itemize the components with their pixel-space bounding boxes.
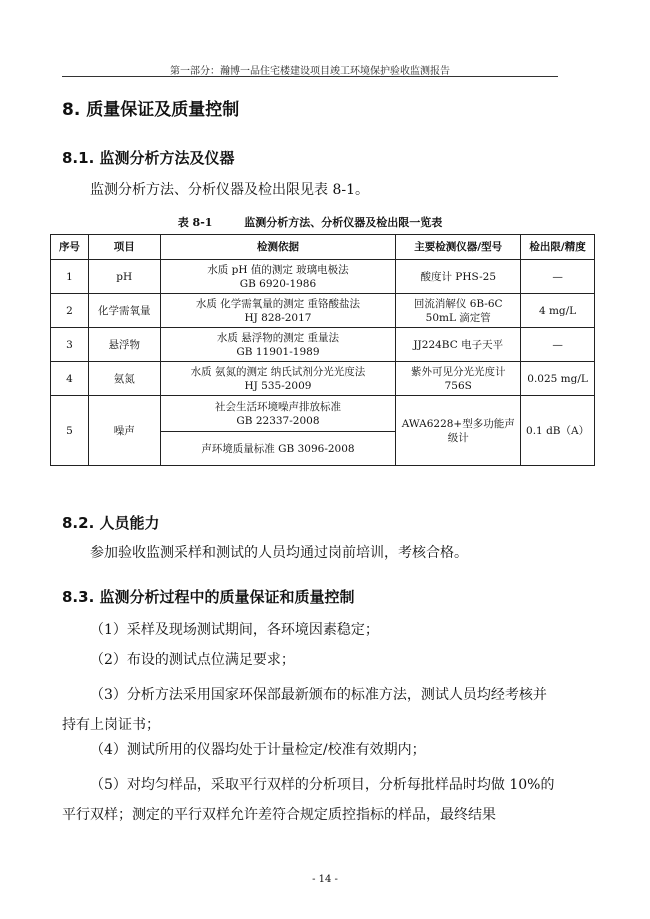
- cell-basis: [160, 260, 396, 294]
- basis-line: GB 22337-2008: [236, 414, 320, 427]
- basis-line: 水质 氨氮的测定 纳氏试剂分光光度法: [190, 365, 366, 378]
- section-8-1-intro: 监测分析方法、分析仪器及检出限见表 8-1。: [90, 182, 369, 198]
- instrument-line: 回流消解仪 6B-6C: [413, 297, 503, 310]
- qc-item-4: （4）测试所用的仪器均处于计量检定/校准有效期内；: [90, 742, 426, 758]
- table-row: [51, 294, 595, 328]
- col-header-item: 项目: [88, 235, 160, 260]
- cell-item: 氨氮: [88, 362, 160, 396]
- cell-instrument: JJ224BC 电子天平: [396, 328, 521, 362]
- cell-item: 噪声: [88, 396, 160, 466]
- cell-no: 2: [51, 294, 89, 328]
- col-header-basis: 检测依据: [160, 235, 396, 260]
- table-row: [51, 396, 595, 432]
- cell-instrument: 酸度计 PHS-25: [396, 260, 521, 294]
- cell-limit: —: [521, 328, 595, 362]
- qc-item-5: （5）对均匀样品，采取平行双样的分析项目，分析每批样品时均做 10%的平行双样；测定的平行双样允许差符合规定质控指标的样品，最终结果: [62, 777, 555, 823]
- cell-item: 化学需氧量: [88, 294, 160, 328]
- qc-item-3: （3）分析方法采用国家环保部最新颁布的标准方法，测试人员均经考核并持有上岗证书；: [62, 687, 547, 733]
- running-header: 第一部分：瀚博一品住宅楼建设项目竣工环境保护验收监测报告: [170, 66, 450, 77]
- table-row: [51, 260, 595, 294]
- page-number: - 14 -: [312, 874, 338, 885]
- cell-basis: [160, 328, 396, 362]
- methods-table: [50, 234, 595, 466]
- cell-limit: 4 mg/L: [521, 294, 595, 328]
- basis-line: HJ 828-2017: [244, 311, 312, 324]
- col-header-no: 序号: [51, 235, 89, 260]
- header-rule: [62, 76, 558, 77]
- cell-limit: 0.1 dB（A）: [521, 396, 595, 466]
- cell-basis: [160, 362, 396, 396]
- qc-item-1: （1）采样及现场测试期间，各环境因素稳定；: [90, 622, 379, 638]
- cell-limit: 0.025 mg/L: [521, 362, 595, 396]
- qc-item-2: （2）布设的测试点位满足要求；: [90, 652, 295, 668]
- col-header-instrument: 主要检测仪器/型号: [396, 235, 521, 260]
- section-8-1-title: 8.1. 监测分析方法及仪器: [62, 149, 235, 167]
- table-header-row: [51, 235, 595, 260]
- instrument-line: 50mL 滴定管: [425, 311, 491, 324]
- table-row: [51, 328, 595, 362]
- basis-line: GB 6920-1986: [239, 277, 317, 290]
- cell-instrument: 紫外可见分光光度计 756S: [396, 362, 521, 396]
- cell-instrument: [396, 294, 521, 328]
- cell-item: 悬浮物: [88, 328, 160, 362]
- table-caption-text: 监测分析方法、分析仪器及检出限一览表: [244, 216, 443, 229]
- basis-line: 社会生活环境噪声排放标准: [214, 400, 341, 413]
- table-caption: [62, 214, 558, 230]
- cell-basis: [160, 396, 396, 432]
- section-8-2-text: 参加验收监测采样和测试的人员均通过岗前培训，考核合格。: [90, 545, 468, 561]
- cell-basis: 声环境质量标准 GB 3096-2008: [160, 432, 396, 466]
- section-8-2-title: 8.2. 人员能力: [62, 514, 160, 532]
- cell-limit: —: [521, 260, 595, 294]
- col-header-limit: 检出限/精度: [521, 235, 595, 260]
- basis-line: 水质 pH 值的测定 玻璃电极法: [207, 263, 349, 276]
- basis-line: 水质 悬浮物的测定 重量法: [216, 331, 340, 344]
- section-8-3-title: 8.3. 监测分析过程中的质量保证和质量控制: [62, 588, 355, 606]
- cell-item: pH: [88, 260, 160, 294]
- cell-no: 5: [51, 396, 89, 466]
- cell-instrument: AWA6228+型多功能声级计: [396, 396, 521, 466]
- basis-line: 水质 化学需氧量的测定 重铬酸盐法: [195, 297, 361, 310]
- basis-line: GB 11901-1989: [236, 345, 320, 358]
- cell-basis: [160, 294, 396, 328]
- cell-no: 1: [51, 260, 89, 294]
- cell-no: 4: [51, 362, 89, 396]
- section-8-title: 8. 质量保证及质量控制: [62, 100, 240, 120]
- table-number: 表 8-1: [177, 216, 213, 229]
- table-row: [51, 362, 595, 396]
- basis-line: HJ 535-2009: [244, 379, 312, 392]
- cell-no: 3: [51, 328, 89, 362]
